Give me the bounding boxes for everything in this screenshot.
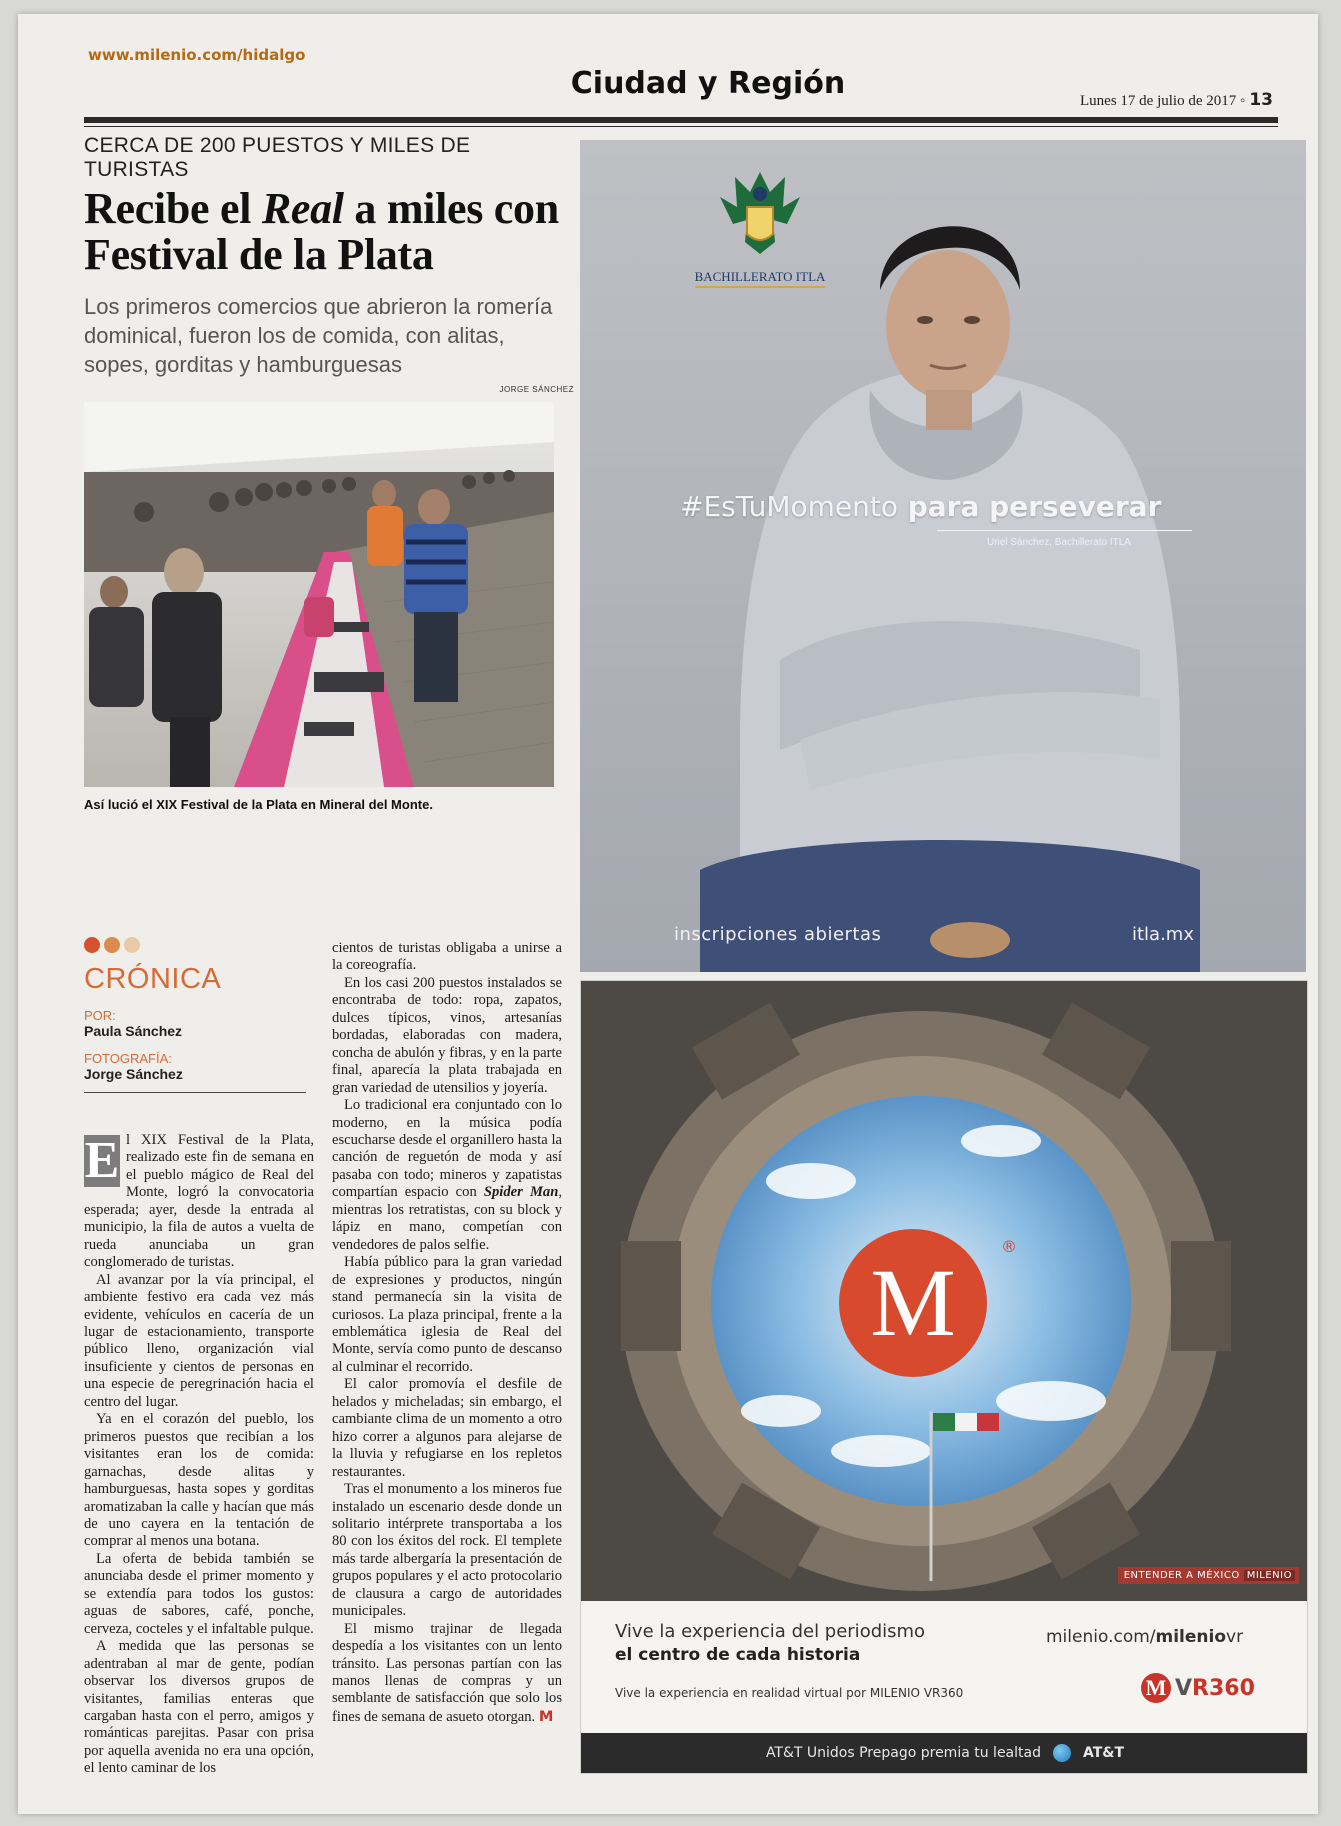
milenio-advertisement[interactable]	[580, 980, 1308, 1774]
paragraph	[332, 1097, 562, 1254]
dot-1	[84, 937, 100, 953]
paragraph: Al avanzar por la vía principal, el ambiente festivo era cada vez más evidente, vehículos en cacería de un lugar de estacionamiento, transporte público lleno, organización vial insuficiente y cientos de personas en una especie de peregrinación hacia el centro del lugar.	[84, 1271, 314, 1410]
url-bold: milenio	[1155, 1627, 1227, 1647]
paragraph: Ya en el corazón del pueblo, los primeros puestos que recibían a los visitantes eran los de comida: garnachas, desde alitas y hamburguesas, hasta sopes y gorditas aromatizaban la calle y hacían que más de uno cayera en la tentación de comprar al menos una botana.	[84, 1411, 314, 1550]
student-illustration	[580, 140, 1306, 972]
milenio-url[interactable]	[1046, 1627, 1243, 1647]
paragraph-text: El mismo trajinar de llegada despedía a los visitantes con un lento tránsito. Las personas partían con las manos llenas de compras y un semblante de satisfacción que solo los fines de semana de asueto otorgan.	[332, 1620, 562, 1725]
vr360-logo	[1141, 1673, 1255, 1703]
end-mark: M	[538, 1707, 554, 1725]
byline-author: Paula Sánchez	[84, 1023, 183, 1039]
paragraph-text: Lo tradicional era conjuntado con lo moderno, en la música podía escucharse desde el organillero hasta la canción de reguetón de moda y así pasaba con todo; mineros y zapatistas compartían espacio con	[332, 1097, 562, 1201]
festival-photo	[84, 402, 554, 787]
byline-label: POR:	[84, 1008, 116, 1023]
article-column-2	[332, 940, 562, 1726]
photographer: Jorge Sánchez	[84, 1066, 183, 1082]
entender-badge	[1118, 1567, 1299, 1584]
headline-part: Recibe el	[84, 184, 262, 233]
masthead-rule-thin	[84, 126, 1278, 127]
italic-text: Spider Man	[483, 1184, 559, 1201]
cronica-box	[84, 937, 306, 1093]
dot-2	[104, 937, 120, 953]
paragraph-text: , mientras los retratistas, con su block y lápiz en mano, competían con vendedores de palos selfie.	[332, 1184, 562, 1253]
vr360-v: V	[1175, 1675, 1193, 1701]
article-column-1	[84, 1132, 314, 1778]
itla-url[interactable]: itla.mx	[1132, 924, 1194, 945]
entender-text: ENTENDER A MÉXICO	[1123, 1570, 1240, 1581]
article	[84, 132, 574, 1777]
dropcap: E	[84, 1132, 120, 1189]
itla-attribution: Uriel Sánchez, Bachillerato ITLA	[987, 537, 1131, 548]
bullet-icon: ◦	[1236, 93, 1246, 109]
url-part: milenio.com/	[1046, 1627, 1156, 1647]
paragraph	[332, 1621, 562, 1727]
headline-part: a miles con Festival de la Plata	[84, 184, 559, 279]
photo-credit: JORGE SÁNCHEZ	[499, 385, 574, 394]
paragraph-text: l XIX Festival de la Plata, realizado este fin de semana en el pueblo mágico de Real del Monte, logró la convocatoria esperada; ayer, desde la entrada al municipio, la fila de autos a vuelta de rueda anunciaba un gran conglomerado de turistas.	[84, 1132, 314, 1271]
att-globe-icon	[1053, 1744, 1071, 1762]
date-text: Lunes 17 de julio de 2017	[1080, 93, 1237, 109]
photo-label: FOTOGRAFÍA:	[84, 1051, 172, 1066]
masthead-rule	[84, 117, 1278, 123]
paragraph: A medida que las personas se adentraban al mar de gente, podían observar los diversos grupos de visitantes, familias enteras que cargaban hasta con el perro, amigos y románticas parejitas. Pasar con prisa por aquella avenida no era una opción, el lento caminar de los	[84, 1638, 314, 1777]
paragraph: Tras el monumento a los mineros fue instalado un escenario desde donde un solitario intérprete transportaba a los 80 con los éxitos del rock. El templete más tarde albergaría la presentación de grupos populares y el acto protocolario de clausura a cargo de autoridades municipales.	[332, 1481, 562, 1620]
article-headline	[84, 186, 574, 278]
byline-rule	[84, 1092, 306, 1093]
page-number: 13	[1249, 90, 1273, 110]
festival-photo-illustration	[84, 402, 554, 787]
att-banner	[581, 1733, 1308, 1773]
cronica-dots	[84, 937, 306, 953]
article-kicker: CERCA DE 200 PUESTOS Y MILES DE TURISTAS	[84, 134, 471, 181]
att-brand: AT&T	[1082, 1745, 1125, 1761]
itla-logo-text: BACHILLERATO ITLA	[695, 269, 826, 288]
milenio-logo: M	[839, 1229, 987, 1377]
hashtag-bold: para perseverar	[897, 490, 1162, 523]
registered-mark: ®	[1001, 1237, 1017, 1256]
masthead-date	[1080, 90, 1273, 110]
paragraph: La oferta de bebida también se anunciaba desde el primer momento y se extendía para todos los gustos: aguas de sabores, café, ponche, cerveza, cocteles y el infaltable pulque.	[84, 1550, 314, 1637]
headline-italic: Real	[261, 184, 344, 233]
article-deck: Los primeros comercios que abrieron la romería dominical, fueron los de comida, con alitas, sopes, gorditas y hamburguesas	[84, 294, 553, 377]
hashtag-underline	[937, 530, 1192, 531]
paragraph: cientos de turistas obligaba a unirse a la coreografía.	[332, 940, 562, 974]
milenio-vr-text: Vive la experiencia en realidad virtual por MILENIO VR360	[615, 1686, 964, 1700]
url-part: vr	[1226, 1627, 1244, 1647]
vr360-m: M	[1141, 1673, 1171, 1703]
cronica-label: CRÓNICA	[84, 963, 222, 995]
eagle-crest-icon	[715, 162, 805, 262]
milenio-tagline-1: Vive la experiencia del periodismo	[615, 1621, 926, 1642]
masthead-url[interactable]: www.milenio.com/hidalgo	[88, 46, 306, 64]
paragraph	[84, 1132, 314, 1272]
milenio-tagline-2: el centro de cada historia	[615, 1645, 861, 1665]
att-text: AT&T Unidos Prepago premia tu lealtad	[765, 1745, 1041, 1761]
dot-3	[124, 937, 140, 953]
paragraph: Había público para la gran variedad de expresiones y productos, ningún stand permanecía sin la visita de curiosos. La plaza principal, frente a la emblemática iglesia de Real del Monte, servía como punto de descanso al culminar el recorrido.	[332, 1254, 562, 1375]
paragraph: En los casi 200 puestos instalados se encontraba de todo: ropa, zapatos, dulces típicos, vinos, artesanías bordadas, elaboradas con madera, concha de abulón y fibras, y en la parte final, aparecía la plata trabajada en gran variedad de utensilios y joyería.	[332, 974, 562, 1096]
itla-logo	[690, 162, 830, 288]
section-title: Ciudad y Región	[570, 66, 846, 101]
newspaper-page	[18, 14, 1318, 1814]
itla-advertisement[interactable]	[580, 140, 1306, 972]
hashtag-light: #EsTuMomento	[680, 490, 898, 523]
plaza-panorama	[581, 981, 1308, 1601]
paragraph: El calor promovía el desfile de helados y micheladas; sin embargo, el cambiante clima de un momento a otro hizo correr a algunos para alejarse de la lluvia y refugiarse en los repletos restaurantes.	[332, 1376, 562, 1480]
milenio-brand: MILENIO	[1244, 1570, 1295, 1581]
photo-caption: Así lució el XIX Festival de la Plata en Mineral del Monte.	[84, 797, 433, 812]
itla-inscripciones: inscripciones abiertas	[674, 924, 882, 945]
vr360-rest: R360	[1192, 1675, 1255, 1701]
itla-hashtag	[680, 490, 1161, 523]
